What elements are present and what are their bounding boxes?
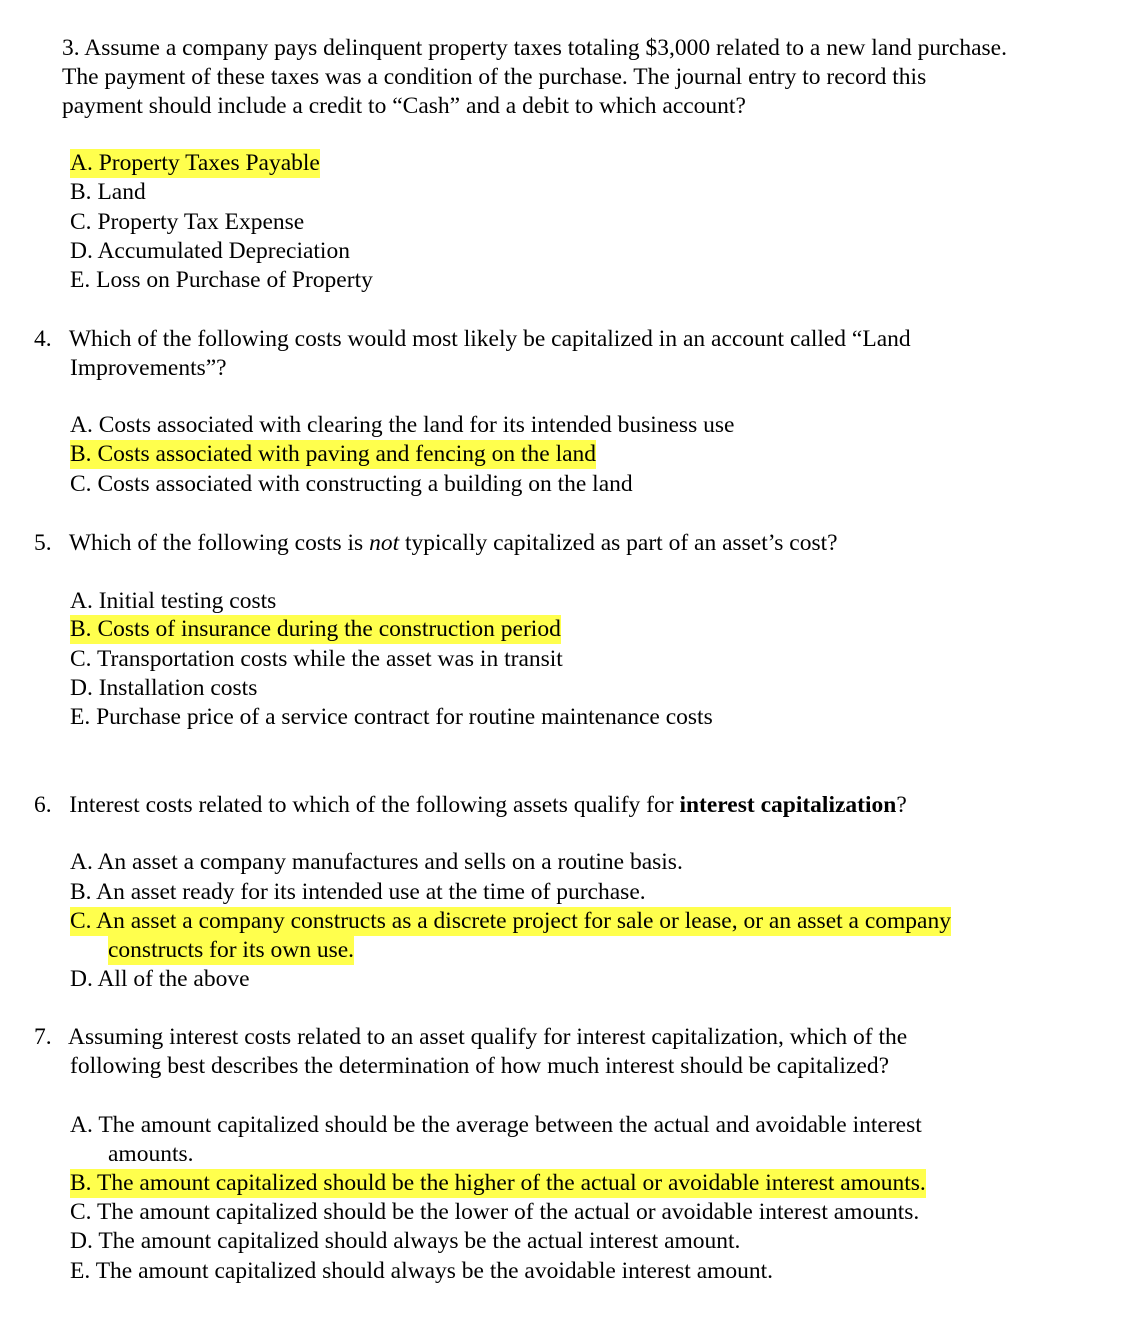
option-letter: C. [70,1199,92,1225]
option-text: Property Tax Expense [97,209,305,235]
option-text: An asset a company manufactures and sells on a routine basis. [97,849,683,875]
question-text: Which of the following costs would most likely be capitalized in an account called “Land [68,326,911,352]
question-number: 6. [34,792,52,818]
question-7-option-b [70,1169,926,1198]
question-5-option-d [70,674,257,703]
question-6-option-a [70,848,683,877]
question-number: 7. [34,1024,52,1050]
question-4-option-c [70,470,633,499]
option-letter: D. [70,1228,93,1254]
option-letter: A. [70,849,93,875]
question-4-stem-line-2: Improvements”? [70,355,227,381]
question-5-stem [34,529,838,558]
question-6-option-c-line-2: constructs for its own use. [108,937,355,963]
option-letter: B. [70,1170,92,1196]
question-4-option-a [70,411,734,440]
option-letter: C. [70,646,92,672]
option-text: Initial testing costs [98,588,277,614]
bold-term: interest capitalization [679,792,897,818]
option-text: Accumulated Depreciation [97,238,350,264]
question-7-option-a-line-1 [70,1111,922,1140]
question-3-stem-line-3: payment should include a credit to “Cash” and a debit to which account? [62,93,746,119]
option-text: Installation costs [98,675,258,701]
option-text: Costs associated with clearing the land for its intended business use [98,412,735,438]
question-4-stem-line-1 [34,325,911,354]
option-letter: C. [70,471,92,497]
option-text: Costs of insurance during the construction period [97,616,561,642]
option-letter: D. [70,675,93,701]
question-text: Which of the following costs is [68,530,370,556]
option-letter: C. [70,209,92,235]
question-5-option-a [70,587,276,616]
question-3-stem-line-2: The payment of these taxes was a condition of the purchase. The journal entry to record this [62,64,927,90]
question-3-option-b [70,178,146,207]
option-letter: E. [70,704,91,730]
option-text: All of the above [97,966,250,992]
option-text: Transportation costs while the asset was in transit [97,646,563,672]
question-7-stem-line-2: following best describes the determination of how much interest should be capitalized? [70,1053,890,1079]
option-letter: D. [70,966,93,992]
option-text: An asset ready for its intended use at the time of purchase. [96,879,646,905]
option-text: The amount capitalized should always be the avoidable interest amount. [95,1258,774,1284]
question-number: 4. [34,326,52,352]
option-letter: E. [70,267,91,293]
option-text: Property Taxes Payable [98,150,320,176]
question-text: typically capitalized as part of an asset’s cost? [399,530,838,556]
option-letter: D. [70,238,93,264]
question-text: Interest costs related to which of the following assets qualify for [69,792,680,818]
question-7-option-a-line-2: amounts. [108,1141,194,1167]
question-3-stem-line-1 [62,34,1007,63]
option-letter: E. [70,1258,91,1284]
question-3-option-e [70,266,373,295]
option-letter: C. [70,908,92,934]
option-text: Purchase price of a service contract for routine maintenance costs [96,704,713,730]
question-5-option-c [70,645,563,674]
question-7-option-d [70,1227,740,1256]
option-text: Costs associated with paving and fencing on the land [97,441,597,467]
question-text: Assume a company pays delinquent property taxes totaling $3,000 related to a new land purchase. [84,35,1007,61]
question-6-option-b [70,878,646,907]
option-letter: A. [70,412,93,438]
question-7-option-c [70,1198,919,1227]
question-6-option-d [70,965,250,994]
option-letter: B. [70,179,92,205]
question-7-option-e [70,1257,773,1286]
question-3-option-d [70,237,350,266]
question-6-option-c-line-1 [70,907,951,936]
emphasis-text: not [369,530,400,556]
option-text: Costs associated with constructing a building on the land [97,471,633,497]
question-5-option-e [70,703,713,732]
question-3-option-a [70,149,320,178]
question-number: 5. [34,530,52,556]
option-text: The amount capitalized should be the lower of the actual or avoidable interest amounts. [97,1199,920,1225]
option-letter: B. [70,441,92,467]
question-text: ? [896,792,907,818]
option-text: Loss on Purchase of Property [96,267,373,293]
option-letter: A. [70,150,93,176]
option-text: An asset a company constructs as a discrete project for sale or lease, or an asset a company [96,908,951,934]
question-number: 3. [62,35,80,61]
question-text: Assuming interest costs related to an asset qualify for interest capitalization, which of the [67,1024,908,1050]
option-text: Land [97,179,146,205]
option-letter: B. [70,616,92,642]
question-4-option-b [70,440,596,469]
question-3-option-c [70,208,304,237]
option-letter: A. [70,588,93,614]
question-6-stem [34,791,907,820]
option-text: The amount capitalized should be the higher of the actual or avoidable interest amounts. [97,1170,926,1196]
option-text: The amount capitalized should always be the actual interest amount. [98,1228,741,1254]
question-7-stem-line-1 [34,1023,907,1052]
option-letter: B. [70,879,92,905]
question-5-option-b [70,615,561,644]
option-text: The amount capitalized should be the average between the actual and avoidable interest [98,1112,922,1138]
option-letter: A. [70,1112,93,1138]
